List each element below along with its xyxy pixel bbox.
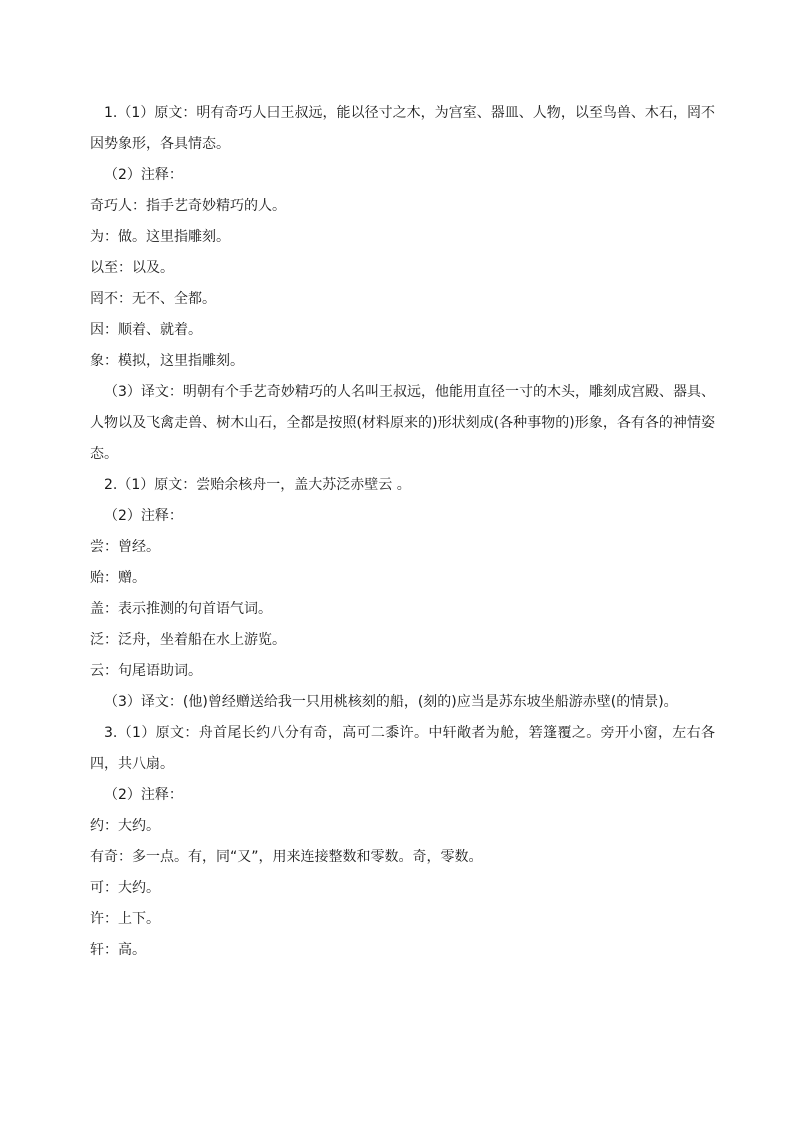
note-yin: 因：顺着、就着。 <box>90 322 202 338</box>
paragraph-1-notes-heading: （2）注释： <box>104 167 183 183</box>
paragraph-1-translation: （3）译文：明朝有个手艺奇妙精巧的人名叫王叔远，他能用直径一寸的木头，雕刻成宫殿、器具、人物以及飞禽走兽、树木山石，全都是按照(材料原来的)形状刻成(各种事物的)形象，各有各的神情姿态。 <box>90 384 715 462</box>
paragraph-2-original: 2.（1）原文：尝贻余核舟一，盖大苏泛赤壁云 。 <box>104 477 411 493</box>
note-xuan: 轩：高。 <box>90 942 146 958</box>
note-yi: 贻：赠。 <box>90 570 146 586</box>
note-chang: 尝：曾经。 <box>90 539 160 555</box>
note-gai: 盖：表示推测的句首语气词。 <box>90 601 272 617</box>
paragraph-2-translation: （3）译文：(他)曾经赠送给我一只用桃核刻的船，(刻的)应当是苏东坡坐船游赤壁(的情景)。 <box>104 694 678 710</box>
paragraph-3-original: 3.（1）原文：舟首尾长约八分有奇，高可二黍许。中轩敞者为舱，箬篷覆之。旁开小窗，左右各四，共八扇。 <box>90 725 715 772</box>
note-yun: 云：句尾语助词。 <box>90 663 202 679</box>
note-fan: 泛：泛舟，坐着船在水上游览。 <box>90 632 286 648</box>
note-wei: 为：做。这里指雕刻。 <box>90 229 230 245</box>
note-xiang: 象：模拟，这里指雕刻。 <box>90 353 244 369</box>
paragraph-2-notes-heading: （2）注释： <box>104 508 183 524</box>
note-youji: 有奇：多一点。有，同“又”，用来连接整数和零数。奇，零数。 <box>90 849 483 865</box>
paragraph-1-original: 1.（1）原文：明有奇巧人曰王叔远，能以径寸之木，为宫室、器皿、人物，以至鸟兽、木石，罔不因势象形，各具情态。 <box>90 105 715 152</box>
note-xu: 许：上下。 <box>90 911 160 927</box>
note-yizhi: 以至：以及。 <box>90 260 174 276</box>
note-yue: 约：大约。 <box>90 818 160 834</box>
note-wangbu: 罔不：无不、全都。 <box>90 291 216 307</box>
note-qiqiaoren: 奇巧人：指手艺奇妙精巧的人。 <box>90 198 286 214</box>
document-body <box>90 98 715 966</box>
paragraph-3-notes-heading: （2）注释： <box>104 787 183 803</box>
note-ke: 可：大约。 <box>90 880 160 896</box>
